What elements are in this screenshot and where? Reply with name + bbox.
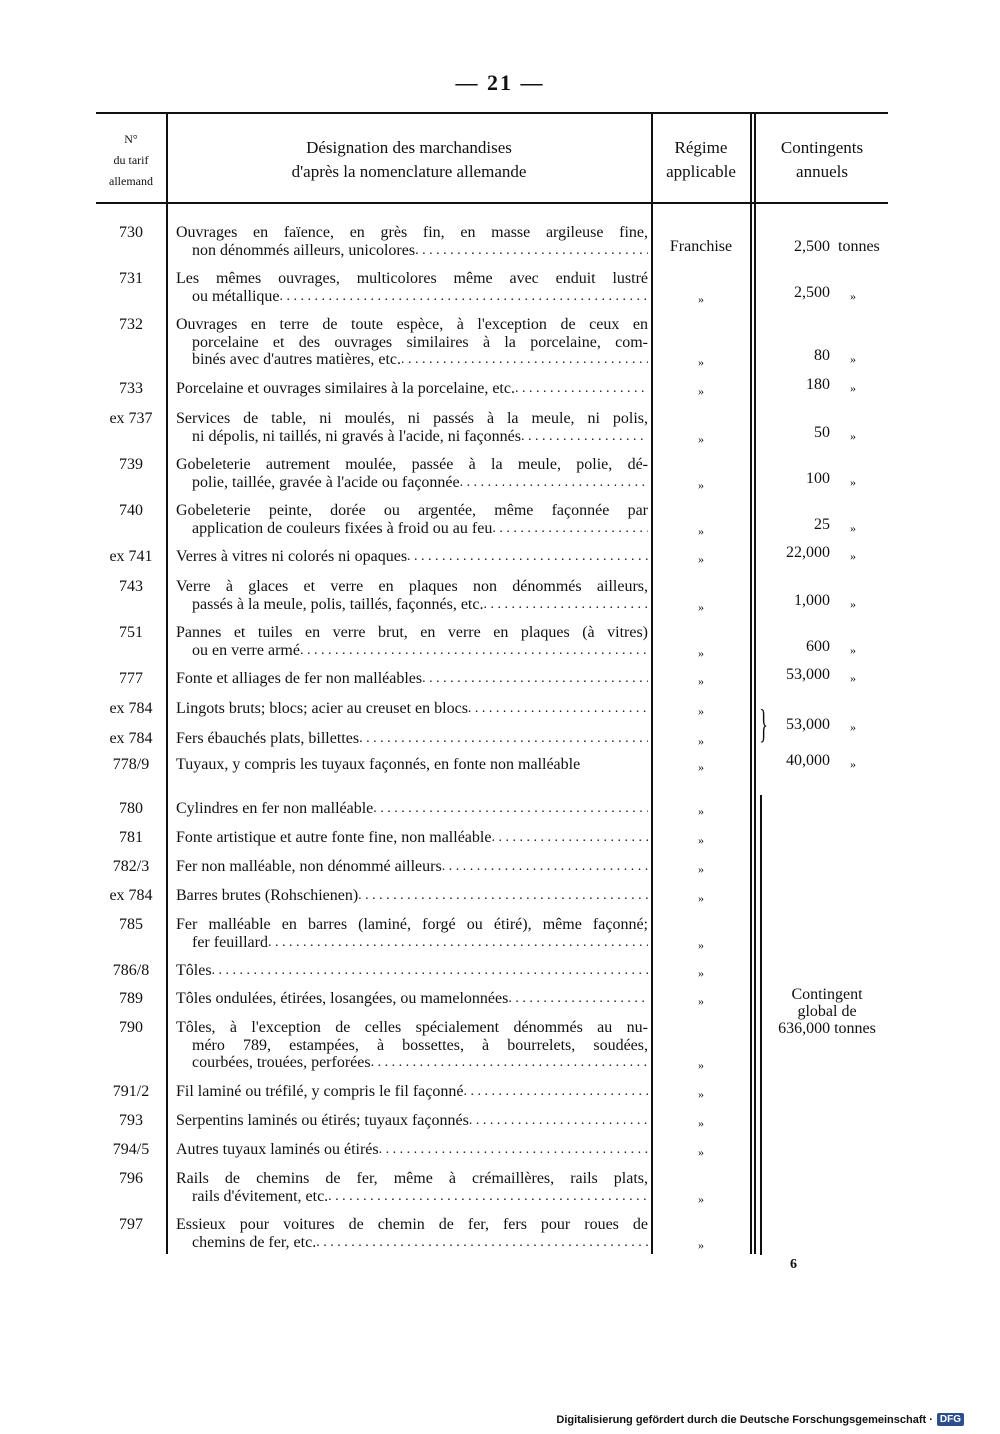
dot-leader <box>379 1141 648 1159</box>
header-contingents: Contingents annuels <box>780 138 864 181</box>
dot-leader <box>521 428 648 446</box>
contingent-unit: » <box>850 642 856 657</box>
regime-value: » <box>698 734 704 748</box>
regime-value: » <box>698 1237 704 1252</box>
regime-value: » <box>698 552 704 566</box>
contingent-qty: 53,000 <box>786 666 830 683</box>
dot-leader <box>359 730 648 748</box>
contingent-qty: 2,500 <box>794 283 830 301</box>
contingent-qty: 40,000 <box>786 752 830 769</box>
contingent-qty: 600 <box>806 637 830 655</box>
designation <box>176 1170 648 1205</box>
contingent-qty: 180 <box>806 376 830 393</box>
designation-text: ni dépolis, ni taillés, ni gravés à l'acide, ni façonnés <box>192 427 522 445</box>
designation <box>176 502 648 537</box>
designation-line <box>176 410 648 428</box>
designation-text: Fer non malléable, non dénommé ailleurs <box>176 858 442 875</box>
regime-value: » <box>698 937 704 952</box>
designation-line <box>176 829 648 847</box>
tariff-code: 730 <box>119 224 143 241</box>
dot-leader <box>515 380 648 398</box>
dot-leader <box>212 962 648 980</box>
designation-text: Services de table, ni moulés, ni passés à la meule, ni polis, <box>176 410 648 427</box>
dot-leader <box>373 800 648 818</box>
designation-line <box>176 428 648 446</box>
tariff-code: 794/5 <box>112 1141 150 1158</box>
dot-leader <box>328 1188 648 1206</box>
designation-text: Autres tuyaux laminés ou étirés <box>176 1141 379 1158</box>
tariff-code: 743 <box>119 578 143 595</box>
dot-leader <box>401 351 648 369</box>
designation-line <box>176 474 648 492</box>
dot-leader <box>463 1083 648 1101</box>
designation-line <box>176 351 648 369</box>
dot-leader <box>442 858 648 876</box>
dot-leader <box>492 520 648 538</box>
dot-leader <box>469 1112 648 1130</box>
designation <box>176 829 648 847</box>
designation-text: Verres à vitres ni colorés ni opaques <box>176 548 408 565</box>
tariff-code: 786/8 <box>112 962 150 979</box>
dot-leader <box>483 596 648 614</box>
regime-value: » <box>698 674 704 688</box>
designation-line <box>176 1019 648 1037</box>
regime-value: » <box>698 1116 704 1130</box>
dot-leader <box>460 474 648 492</box>
tariff-code: 785 <box>119 916 143 933</box>
designation-line <box>176 800 648 818</box>
designation <box>176 962 648 980</box>
designation-text: Les mêmes ouvrages, multicolores même avec enduit lustré <box>176 270 648 287</box>
designation-line <box>176 596 648 614</box>
dot-leader <box>371 1054 648 1072</box>
designation-line <box>176 730 648 748</box>
col-divider-3 <box>750 114 752 1254</box>
designation-text: polie, taillée, gravée à l'acide ou façonnée <box>192 473 460 491</box>
designation-line <box>176 548 648 566</box>
designation-text: Lingots bruts; blocs; acier au creuset en blocs <box>176 700 468 717</box>
regime-value: » <box>698 1087 704 1101</box>
designation-line <box>176 1112 648 1130</box>
designation-text: Essieux pour voitures de chemin de fer, fers pour roues de <box>176 1216 648 1233</box>
designation <box>176 624 648 659</box>
tariff-code: 791/2 <box>112 1083 150 1100</box>
designation-text: Pannes et tuiles en verre brut, en verre en plaques (à vitres) <box>176 624 648 641</box>
designation-line <box>176 916 648 934</box>
designation-text: Fonte artistique et autre fonte fine, non malléable <box>176 829 492 846</box>
designation-text: Barres brutes (Rohschienen) <box>176 887 359 904</box>
contingent-qty: 100 <box>806 469 830 487</box>
dfg-logo: DFG <box>937 1413 964 1426</box>
contingent-unit: tonnes <box>838 237 880 255</box>
regime-value: » <box>698 1191 704 1206</box>
designation-line <box>176 1141 648 1159</box>
designation <box>176 1141 648 1159</box>
dot-leader <box>358 887 648 905</box>
designation-text: méro 789, estampées, à bossettes, à bourrelets, soudées, <box>192 1036 648 1054</box>
contingent-qty: 50 <box>814 423 830 441</box>
regime-value: » <box>698 994 704 1008</box>
tariff-code: 781 <box>119 829 143 846</box>
designation <box>176 1083 648 1101</box>
signature-mark: 6 <box>790 1257 797 1272</box>
designation-text: Gobeleterie autrement moulée, passée à la meule, polie, dé- <box>176 456 648 473</box>
contingent-unit: » <box>850 520 856 535</box>
regime-value: » <box>698 704 704 718</box>
designation-text: non dénommés ailleurs, unicolores <box>192 241 416 259</box>
regime-value: » <box>698 862 704 876</box>
table-header-rule <box>96 202 888 204</box>
designation <box>176 1112 648 1130</box>
regime-value: » <box>698 645 704 660</box>
designation-line <box>176 578 648 596</box>
designation-line <box>176 456 648 474</box>
designation-text: Porcelaine et ouvrages similaires à la porcelaine, etc. <box>176 380 515 397</box>
tariff-code: ex 741 <box>109 548 153 565</box>
tariff-code: 789 <box>119 990 143 1007</box>
designation-line <box>176 1216 648 1234</box>
tariff-code: 733 <box>119 380 143 397</box>
contingent-qty: 22,000 <box>786 544 830 561</box>
designation-text: Verre à glaces et verre en plaques non dénommés ailleurs, <box>176 578 648 595</box>
contingent-unit: » <box>850 381 856 395</box>
designation-line <box>176 288 648 306</box>
tariff-code: 797 <box>119 1216 143 1233</box>
designation <box>176 1216 648 1251</box>
tariff-code: 777 <box>119 670 143 687</box>
designation-line <box>176 642 648 660</box>
designation-line <box>176 1188 648 1206</box>
contingent-qty: 2,500 <box>794 237 830 255</box>
tariff-code: ex 737 <box>109 410 153 427</box>
designation-text: binés avec d'autres matières, etc. <box>192 351 402 368</box>
designation <box>176 456 648 491</box>
designation-text: porcelaine et des ouvrages similaires à la porcelaine, com- <box>192 333 648 351</box>
designation-line <box>176 380 648 398</box>
footer-text: Digitalisierung gefördert durch die Deutsche Forschungsgemeinschaft · <box>556 1413 933 1426</box>
designation-text: Fonte et alliages de fer non malléables <box>176 670 423 687</box>
designation <box>176 380 648 398</box>
designation-line <box>176 756 648 774</box>
contingent-unit: » <box>850 428 856 443</box>
designation-line <box>176 670 648 688</box>
contingent-qty: 25 <box>814 515 830 533</box>
dot-leader <box>508 990 648 1008</box>
designation-line <box>176 502 648 520</box>
tariff-code: ex 784 <box>109 700 153 717</box>
tariff-code: 778/9 <box>112 756 150 773</box>
designation-line <box>176 887 648 905</box>
designation-text: Ouvrages en terre de toute espèce, à l'exception de ceux en <box>176 316 648 333</box>
designation-text: rails d'évitement, etc. <box>192 1187 329 1205</box>
designation <box>176 800 648 818</box>
designation-line <box>176 990 648 1008</box>
designation-line <box>176 224 648 242</box>
col-divider-3b <box>754 114 756 1254</box>
contingent-unit: » <box>850 474 856 489</box>
designation-text: Tuyaux, y compris les tuyaux façonnés, en fonte non malléable <box>176 756 581 773</box>
brace-group-qty: 53,000 <box>786 716 830 733</box>
designation-text: Fers ébauchés plats, billettes <box>176 730 360 747</box>
tariff-code: 793 <box>119 1112 143 1129</box>
dot-leader <box>468 700 648 718</box>
designation-line <box>176 962 648 980</box>
designation <box>176 316 648 369</box>
designation <box>176 887 648 905</box>
contingent-qty: 80 <box>814 347 830 364</box>
dot-leader <box>316 1234 648 1252</box>
dot-leader <box>415 242 648 260</box>
regime-value: » <box>698 384 704 398</box>
designation-line <box>176 520 648 538</box>
designation-line <box>176 934 648 952</box>
designation-line <box>176 1054 648 1072</box>
tariff-code: 732 <box>119 316 143 333</box>
designation-text: Fil laminé ou tréfilé, y compris le fil façonné <box>176 1083 464 1100</box>
designation-text: application de couleurs fixées à froid ou au feu <box>192 519 493 537</box>
designation-text: passés à la meule, polis, taillés, façonnés, etc. <box>192 595 484 613</box>
regime-value: » <box>698 891 704 905</box>
brace-group-unit: » <box>850 720 856 734</box>
dot-leader <box>422 670 648 688</box>
designation-line <box>176 1083 648 1101</box>
page-number: — 21 — <box>455 70 545 95</box>
designation-line <box>176 1234 648 1252</box>
header-tariff-number: N° du tarif allemand <box>109 131 153 188</box>
dot-leader <box>268 934 648 952</box>
contingent-qty: 1,000 <box>794 591 830 609</box>
brace-mark: } <box>759 701 768 746</box>
tariff-code: 740 <box>119 502 143 519</box>
header-designation: Désignation des marchandises d'après la nomenclature allemande <box>291 138 527 181</box>
designation-text: Rails de chemins de fer, même à crémaillères, rails plats, <box>176 1170 648 1187</box>
dot-leader <box>300 642 648 660</box>
designation-text: Cylindres en fer non malléable <box>176 800 374 817</box>
contingent-unit: » <box>850 757 856 771</box>
designation-text: Tôles ondulées, étirées, losangées, ou mamelonnées <box>176 990 509 1007</box>
tariff-code: 796 <box>119 1170 143 1187</box>
regime-value: » <box>698 523 704 538</box>
designation-text: ou métallique <box>192 287 280 305</box>
contingent-unit: » <box>850 549 856 563</box>
tariff-code: 790 <box>119 1019 143 1036</box>
designation <box>176 1019 648 1072</box>
designation-text: ou en verre armé <box>192 641 300 659</box>
tariff-code: 780 <box>119 800 143 817</box>
contingent-unit: » <box>850 671 856 685</box>
header-regime: Régime applicable <box>666 138 736 181</box>
regime-value: » <box>698 477 704 492</box>
designation <box>176 548 648 566</box>
designation <box>176 990 648 1008</box>
regime-value: » <box>698 833 704 847</box>
designation-line <box>176 316 648 334</box>
regime-value: » <box>698 431 704 446</box>
regime-value: » <box>698 1145 704 1159</box>
designation <box>176 730 648 748</box>
designation-line <box>176 1037 648 1055</box>
dot-leader <box>491 829 648 847</box>
regime-value: » <box>698 804 704 818</box>
designation-text: Gobeleterie peinte, dorée ou argentée, même façonnée par <box>176 502 648 519</box>
designation-text: Fer malléable en barres (laminé, forgé ou étiré), même façonné; <box>176 916 648 933</box>
col-divider-1 <box>166 114 168 1254</box>
designation-line <box>176 242 648 260</box>
designation <box>176 858 648 876</box>
digitization-footer <box>556 1413 964 1426</box>
regime-value: » <box>698 291 704 306</box>
designation-line <box>176 270 648 288</box>
tariff-code: ex 784 <box>109 730 153 747</box>
regime-value: Franchise <box>669 237 733 255</box>
designation <box>176 916 648 951</box>
designation <box>176 578 648 613</box>
tariff-code: ex 784 <box>109 887 153 904</box>
designation-line <box>176 858 648 876</box>
designation-text: Ouvrages en faïence, en grès fin, en masse argileuse fine, <box>176 224 648 241</box>
dot-leader <box>407 548 648 566</box>
regime-value: » <box>698 1058 704 1072</box>
designation-line <box>176 700 648 718</box>
designation-text: courbées, trouées, perforées <box>192 1054 371 1071</box>
tariff-code: 739 <box>119 456 143 473</box>
designation <box>176 700 648 718</box>
designation <box>176 670 648 688</box>
dot-leader <box>280 288 648 306</box>
tariff-code: 731 <box>119 270 143 287</box>
table-top-rule <box>96 112 888 114</box>
designation <box>176 224 648 259</box>
designation-text: chemins de fer, etc. <box>192 1233 317 1251</box>
global-contingent: Contingent global de 636,000 tonnes <box>778 986 876 1037</box>
regime-value: » <box>698 599 704 614</box>
designation-line <box>176 624 648 642</box>
designation-line <box>176 334 648 352</box>
regime-value: » <box>698 760 704 774</box>
designation-text: Serpentins laminés ou étirés; tuyaux façonnés <box>176 1112 469 1129</box>
regime-value: » <box>698 966 704 980</box>
designation-text: Tôles, à l'exception de celles spécialement dénommés au nu- <box>176 1019 648 1036</box>
designation <box>176 410 648 445</box>
designation-text: fer feuillard <box>192 933 268 951</box>
designation-text: Tôles <box>176 962 212 979</box>
regime-value: » <box>698 355 704 369</box>
contingent-unit: » <box>850 288 856 303</box>
tariff-code: 751 <box>119 624 143 641</box>
contingent-unit: » <box>850 596 856 611</box>
tariff-code: 782/3 <box>112 858 150 875</box>
designation-line <box>176 1170 648 1188</box>
contingent-unit: » <box>850 352 856 366</box>
designation <box>176 270 648 305</box>
designation <box>176 756 648 774</box>
